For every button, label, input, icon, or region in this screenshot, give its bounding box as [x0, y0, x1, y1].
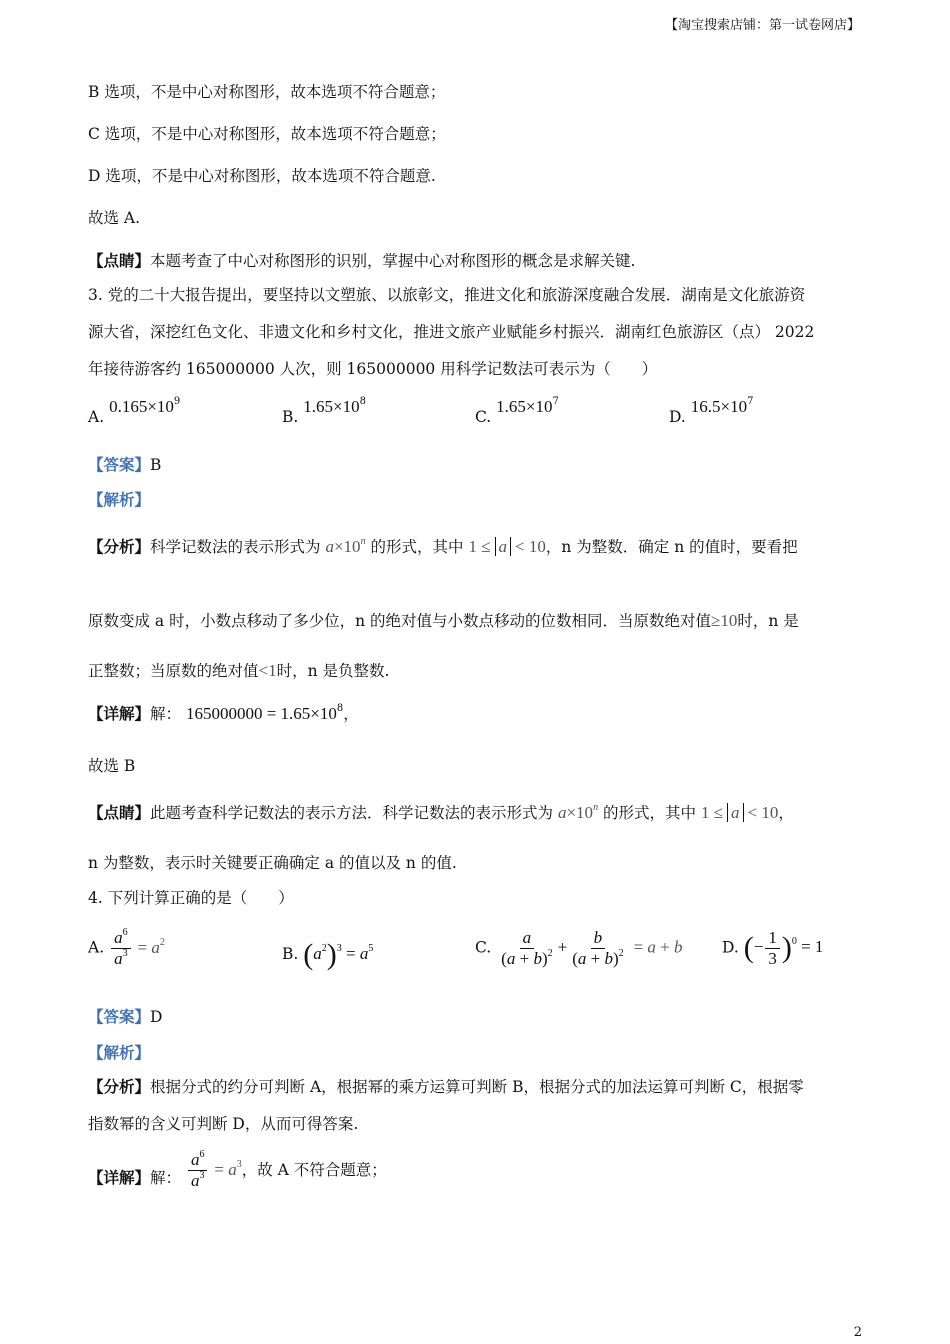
detail-tag: 【详解】 [88, 705, 151, 723]
rhs-math: = $a^3$ [214, 1158, 242, 1179]
answer-value: B [150, 456, 162, 474]
q4-analysis-heading [88, 1043, 150, 1063]
analysis-tag: 【解析】 [88, 491, 151, 509]
q4-option-a [88, 928, 165, 969]
answer-tag: 【答案】 [88, 456, 151, 474]
detail-exp: 8 [336, 703, 344, 714]
fraction: $\frac{a}{(a + b)^2}$ [501, 928, 553, 968]
q3-fenxi-line-2 [88, 611, 799, 631]
q3-comment-line-1: 【点睛】此题考查科学记数法的表示方法．科学记数法的表示形式为 $a\times 10^n$ 的形式，其中 1 ≤ a < 10， [88, 802, 794, 822]
header-shop-text: 【淘宝搜索店铺：第一试卷网店】 [664, 18, 860, 33]
q4-option-c: C. $\frac{a}{(a + b)^2}$ + $\frac{b}{(a + b)^2}$ = a + b [475, 928, 683, 968]
fraction: $\frac{b}{(a + b)^2}$ [572, 928, 624, 968]
prev-line-c: C 选项，不是中心对称图形，故本选项不符合题意； [88, 125, 446, 143]
fraction: $\frac{a^6}{a^3}$ [188, 1150, 208, 1191]
q4-detail [88, 1150, 387, 1191]
q4-option-d [722, 928, 823, 969]
fenxi-text-3a: 正整数；当原数的绝对值 [88, 662, 259, 680]
q3-line-3: 年接待游客约 165000000 人次，则 165000000 用科学记数法可表示为（ ） [88, 360, 658, 378]
option-mant: 0.165×10 [109, 397, 174, 416]
abs-range-math: 1 ≤ a < 10 [468, 537, 546, 556]
option-exp: 8 [359, 396, 366, 407]
comment-text: 本题考查了中心对称图形的识别，掌握中心对称图形的概念是求解关键. [150, 252, 636, 270]
option-label: D. [722, 938, 739, 957]
power-math: $(a^2)^3 = a^5$ [303, 938, 374, 971]
analysis-tag: 【解析】 [88, 1044, 151, 1062]
lt-one-math: <1 [258, 661, 277, 680]
q4-fenxi-line-2: 指数幂的含义可判断 D，从而可得答案. [88, 1115, 359, 1133]
q3-answer [88, 455, 161, 475]
q3-option-b [282, 396, 366, 426]
answer-tag: 【答案】 [88, 1008, 151, 1026]
page-number: 2 [853, 1325, 862, 1340]
q4-answer [88, 1007, 162, 1027]
q3-option-c [475, 396, 559, 426]
fenxi-text-2c: 时，n 是 [737, 612, 799, 630]
q3-comment-line-2: n 为整数，表示时关键要正确确定 a 的值以及 n 的值. [88, 854, 457, 872]
option-mant: 1.65×10 [303, 397, 360, 416]
option-label: A. [88, 938, 105, 957]
q4-option-b [282, 940, 373, 970]
q3-option-a [88, 396, 181, 426]
option-mant: 1.65×10 [496, 397, 553, 416]
option-label: D. [669, 408, 686, 426]
q4-fenxi-line-1 [88, 1077, 804, 1097]
detail-math: 165000000 = 1.65×10 [185, 704, 337, 723]
prev-line-b: B 选项，不是中心对称图形，故本选项不符合题意； [88, 83, 446, 101]
q3-fenxi-line-3 [88, 661, 389, 681]
q3-detail: 【详解】解： $165000000 = 1.65\times 10^8$， [88, 703, 359, 723]
sci-form-math: $a\times 10^n$ [557, 802, 599, 822]
fraction: $\frac{a^6}{a^3}$ [111, 928, 131, 969]
detail-pre: 解： [150, 1168, 182, 1187]
prev-line-d: D 选项，不是中心对称图形，故本选项不符合题意. [88, 167, 436, 185]
fraction: $\frac{1}{3}$ [765, 928, 780, 969]
q3-option-d [669, 396, 754, 426]
option-exp: 7 [747, 396, 754, 407]
option-label: C. [475, 938, 492, 957]
comment-tag: 【点睛】 [88, 252, 151, 270]
fenxi-text-1a: 科学记数法的表示形式为 [150, 538, 321, 556]
comment-text-b: 的形式，其中 [603, 804, 697, 822]
ge-ten-math: ≥10 [711, 611, 738, 630]
fenxi-text-1: 根据分式的约分可判断 A，根据幂的乘方运算可判断 B，根据分式的加法运算可判断 C，根据零 [150, 1078, 804, 1096]
option-mant: 16.5×10 [690, 397, 748, 416]
fenxi-text-2a: 原数变成 a 时，小数点移动了多少位，n 的绝对值与小数点移动的位数相同．当原数绝对值 [88, 612, 712, 630]
fenxi-text-3c: 时，n 是负整数. [276, 662, 390, 680]
fenxi-text-1b: 的形式，其中 [370, 538, 464, 556]
rhs-math: = a + b [633, 937, 683, 957]
q3-line-1: 3. 党的二十大报告提出，要坚持以文塑旅、以旅彰文，推进文化和旅游深度融合发展．湖南是文化旅游资 [88, 286, 806, 304]
detail-post: ，故 A 不符合题意； [241, 1160, 387, 1179]
answer-value: D [150, 1008, 163, 1026]
comment-text-a: 此题考查科学记数法的表示方法．科学记数法的表示形式为 [150, 804, 554, 822]
option-label: B. [282, 408, 299, 426]
detail-tag: 【详解】 [88, 1168, 151, 1187]
option-label: A. [88, 408, 105, 426]
option-exp: 9 [173, 396, 181, 407]
rhs-math: = $a^2$ [137, 936, 165, 957]
detail-pre: 解： [150, 705, 182, 723]
q3-line-2: 源大省，深挖红色文化、非遗文化和乡村文化，推进文旅产业赋能乡村振兴．湖南红色旅游区（点） 2022 [88, 323, 815, 341]
prev-choose: 故选 A. [88, 209, 141, 227]
option-exp: 7 [552, 396, 559, 407]
sci-form-math: $a\times 10^n$ [325, 536, 366, 556]
q3-fenxi-line-1 [88, 537, 798, 557]
q3-analysis-heading [88, 490, 150, 510]
q4-stem: 4. 下列计算正确的是（ ） [88, 889, 294, 907]
comment-tag: 【点睛】 [88, 804, 151, 822]
prev-comment [88, 251, 635, 271]
abs-range-math: 1 ≤ a < 10 [700, 803, 779, 822]
fenxi-tag: 【分析】 [88, 538, 151, 556]
option-label: B. [282, 944, 299, 963]
zero-power-math: (− $\frac{1}{3}$ )$^0$ = 1 [743, 928, 824, 968]
fenxi-tag: 【分析】 [88, 1078, 151, 1096]
q3-choose: 故选 B [88, 757, 136, 775]
option-label: C. [475, 408, 492, 426]
fenxi-text-1c: ，n 为整数．确定 n 的值时，要看把 [545, 538, 798, 556]
